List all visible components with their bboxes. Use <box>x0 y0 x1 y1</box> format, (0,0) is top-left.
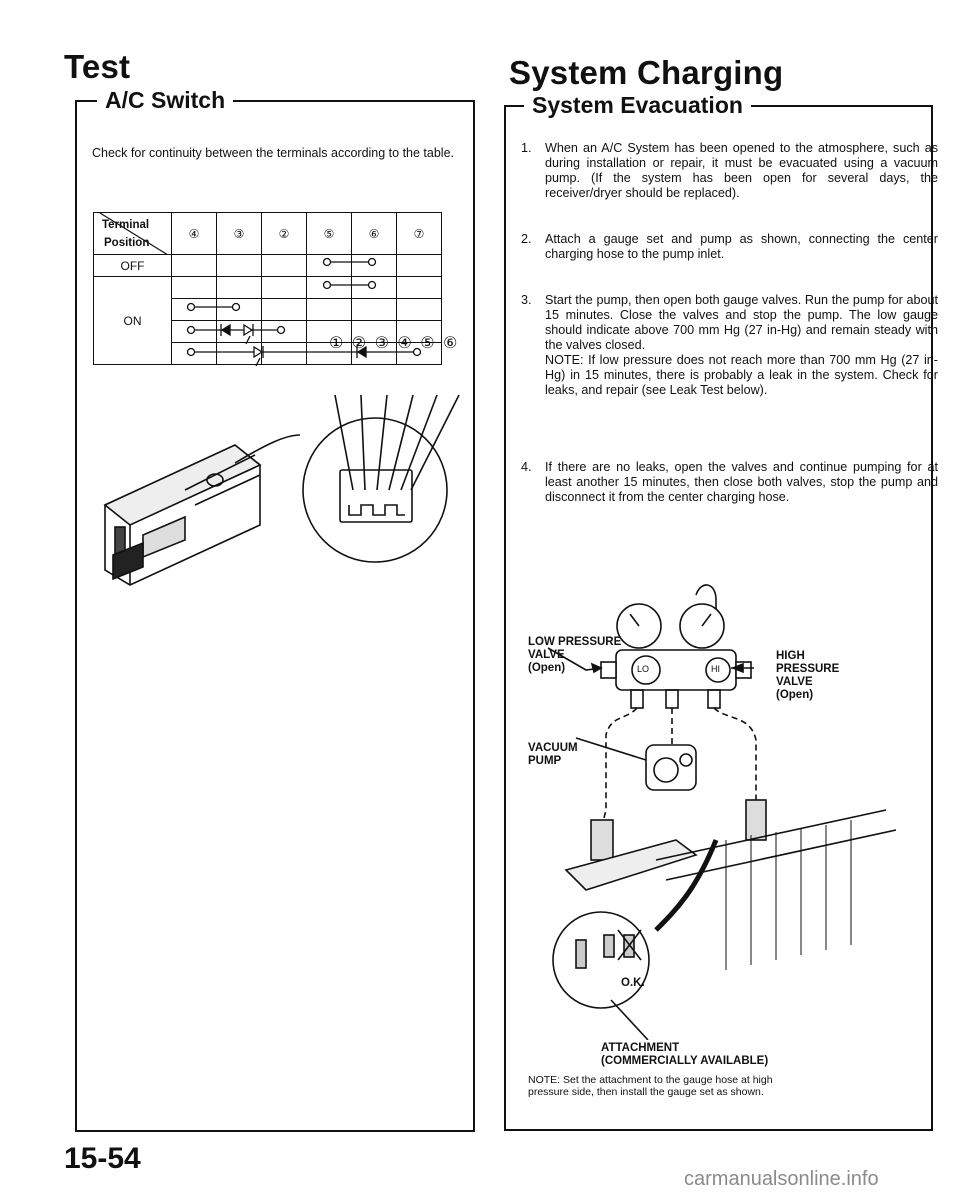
vacuum-pump-label: VACUUM PUMP <box>528 742 578 767</box>
continuity-on-4-2-diode <box>188 324 285 344</box>
system-evacuation-title: System Evacuation <box>524 92 751 119</box>
pin-label: ① <box>329 335 346 352</box>
step-2-text: Attach a gauge set and pump as shown, connecting the center charging hose to the pump inlet. <box>545 232 938 261</box>
step-3-text: Start the pump, then open both gauge valves. Run the pump for about 15 minutes. Close the valves and stop the pump. The low gauge should indicate above 700 mm Hg (27 in-Hg) and remain steady with the valves closed. NOTE: If low pressure does not reach more than 700 mm Hg (27 in-Hg) in 15 minutes, there is probably a leak in the system. Check for leaks, and repair (see Leak Test below). <box>545 293 938 397</box>
high-pressure-valve-label: HIGH PRESSURE VALVE (Open) <box>776 650 840 701</box>
right-heading: System Charging <box>509 54 784 91</box>
ac-switch-title: A/C Switch <box>97 87 233 114</box>
terminal-header: ⑦ <box>397 213 442 255</box>
terminal-header: ⑤ <box>307 213 352 255</box>
low-pressure-valve-label: LOW PRESSURE VALVE (Open) <box>528 636 622 674</box>
lo-gauge-label: LO <box>637 664 650 674</box>
page-number: 15-54 <box>64 1142 141 1175</box>
continuity-off-5-6 <box>324 259 376 266</box>
pin-label: ⑥ <box>442 335 460 352</box>
header-position-label: Position <box>104 237 150 249</box>
row-position-off: OFF <box>94 255 172 277</box>
terminal-header: ⑥ <box>352 213 397 255</box>
left-heading: Test <box>64 48 131 85</box>
ac-switch-illustration <box>85 355 465 615</box>
footer-watermark: carmanualsonline.info <box>684 1168 879 1190</box>
terminal-header: ③ <box>217 213 262 255</box>
step-1-text: When an A/C System has been opened to the atmosphere, such as during installation or repair, it must be evacuated using a vacuum pump. (If the system has been open for several days, the receiver/dryer should be replaced). <box>545 141 938 200</box>
step-4-text: If there are no leaks, open the valves and continue pumping for at least another 15 minutes, then close both valves, stop the pump and disconnect it from the center charging hose. <box>545 460 938 504</box>
terminal-header: ② <box>262 213 307 255</box>
connector-pin-labels <box>329 333 459 353</box>
continuity-on-5-6 <box>324 282 376 289</box>
ok-label: O.K. <box>621 977 645 989</box>
header-terminal-label: Terminal <box>102 219 150 231</box>
attachment-label: ATTACHMENT (COMMERCIALLY AVAILABLE) <box>601 1042 769 1067</box>
ac-switch-intro: Check for continuity between the terminals according to the table. <box>92 146 455 160</box>
pin-label: ④ <box>397 335 414 352</box>
pin-label: ③ <box>374 335 391 352</box>
hi-gauge-label: HI <box>711 664 720 674</box>
pin-label: ⑤ <box>420 335 437 352</box>
pin-label: ② <box>351 335 369 352</box>
continuity-on-4-3 <box>188 304 240 311</box>
row-position-on: ON <box>94 277 172 365</box>
attachment-note: NOTE: Set the attachment to the gauge hose at high pressure side, then install the gauge set as shown. <box>528 1074 773 1098</box>
terminal-header: ④ <box>172 213 217 255</box>
